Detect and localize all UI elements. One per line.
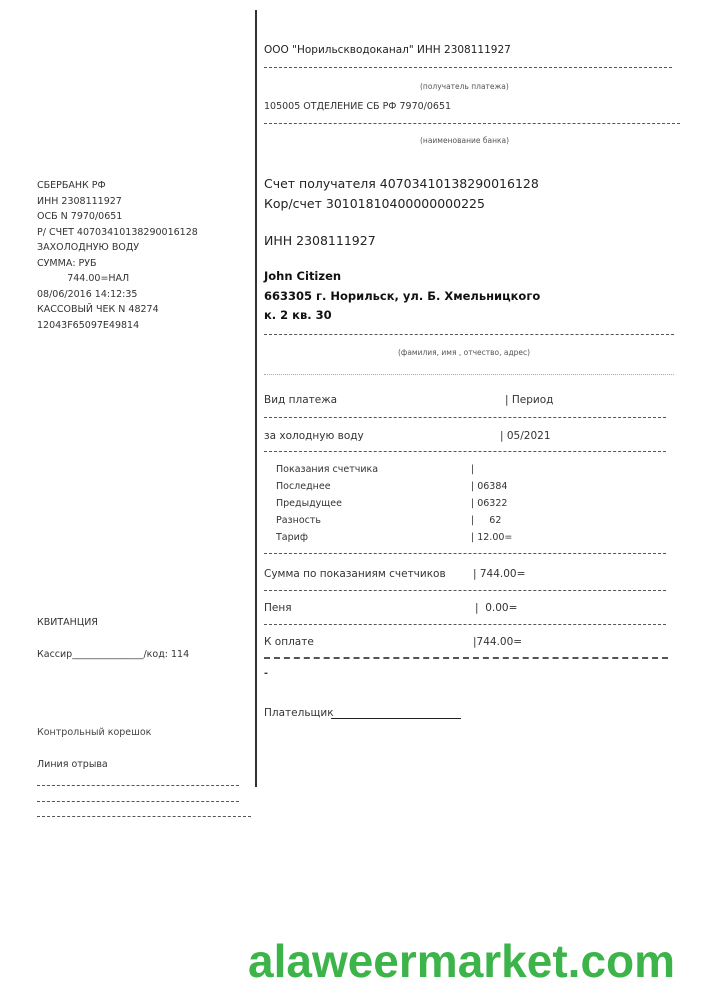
stub-line: 744.00=НАЛ	[37, 273, 130, 284]
tear-dashes	[37, 801, 239, 802]
meter-label: Предыдущее	[276, 498, 342, 509]
stub-receipt-details	[37, 178, 198, 333]
divider	[264, 451, 666, 452]
payer-address-line2: к. 2 кв. 30	[264, 308, 332, 322]
recipient-name: ООО "Норильскводоканал" ИНН 2308111927	[264, 44, 511, 56]
stub-line: ЗАХОЛОДНУЮ ВОДУ	[37, 242, 140, 253]
divider	[264, 123, 680, 124]
penalty-label: Пеня	[264, 602, 292, 614]
correspondent-account: Кор/счет 30101810400000000225	[264, 196, 485, 211]
meter-value: | 06322	[471, 498, 508, 509]
penalty-value: | 0.00=	[475, 602, 518, 614]
stub-line: 08/06/2016 14:12:35	[37, 288, 138, 300]
meter-value: | 06384	[471, 481, 508, 492]
recipient-caption: (получатель платежа)	[420, 82, 509, 91]
meter-label: Последнее	[276, 481, 331, 492]
divider	[264, 417, 666, 418]
recipient-inn: ИНН 2308111927	[264, 233, 376, 248]
bank-caption: (наименование банка)	[420, 136, 510, 145]
meter-sum-value: | 744.00=	[473, 568, 526, 580]
watermark-text: alaweermarket.com	[248, 935, 676, 987]
stub-line: КАССОВЫЙ ЧЕК N 48274	[37, 304, 159, 315]
payment-type: за холодную воду	[264, 430, 364, 442]
stub-line: ОСБ N 7970/0651	[37, 211, 123, 222]
payer-signature-field[interactable]	[331, 718, 461, 719]
period-header: | Период	[505, 394, 554, 406]
divider	[264, 67, 672, 68]
divider	[264, 624, 666, 625]
control-stub-label: Контрольный корешок	[37, 727, 152, 738]
stub-line: СБЕРБАНК РФ	[37, 180, 106, 191]
tear-dashes	[37, 785, 239, 786]
payer-caption: (фамилия, имя , отчество, адрес)	[398, 348, 531, 357]
divider	[264, 553, 666, 554]
stub-line: СУММА: РУБ	[37, 257, 97, 269]
meter-sum-label: Сумма по показаниям счетчиков	[264, 568, 446, 580]
divider	[264, 590, 666, 591]
meter-value: |	[471, 464, 475, 475]
tear-line-label: Линия отрыва	[37, 759, 108, 770]
bank-name: 105005 ОТДЕЛЕНИЕ СБ РФ 7970/0651	[264, 101, 452, 112]
recipient-account: Счет получателя 40703410138290016128	[264, 176, 539, 191]
stub-line: 12043F65097E49814	[37, 319, 140, 331]
payment-type-header: Вид платежа	[264, 394, 338, 406]
payer-signature-label: Плательщик	[264, 707, 334, 719]
cashier-line: Кассир_______________/код: 114	[37, 649, 190, 660]
divider	[264, 374, 674, 375]
total-label: К оплате	[264, 636, 314, 648]
receipt-label: КВИТАНЦИЯ	[37, 617, 98, 628]
stub-line: ИНН 2308111927	[37, 195, 122, 207]
meter-label: Тариф	[276, 532, 308, 543]
stub-line: Р/ СЧЕТ 40703410138290016128	[37, 226, 198, 238]
meter-label: Показания счетчика	[276, 464, 379, 475]
divider	[264, 657, 668, 659]
tear-dashes	[37, 816, 251, 817]
divider	[264, 334, 674, 335]
payment-period: | 05/2021	[500, 430, 551, 442]
meter-label: Разность	[276, 515, 321, 526]
total-value: |744.00=	[473, 636, 523, 648]
tear-separator-line	[255, 10, 257, 787]
meter-value: | 12.00=	[471, 532, 513, 543]
dash-mark: -	[264, 668, 268, 679]
payer-name: John Citizen	[264, 269, 342, 283]
payer-address-line1: 663305 г. Норильск, ул. Б. Хмельницкого	[264, 289, 541, 303]
meter-value: | 62	[471, 515, 502, 526]
